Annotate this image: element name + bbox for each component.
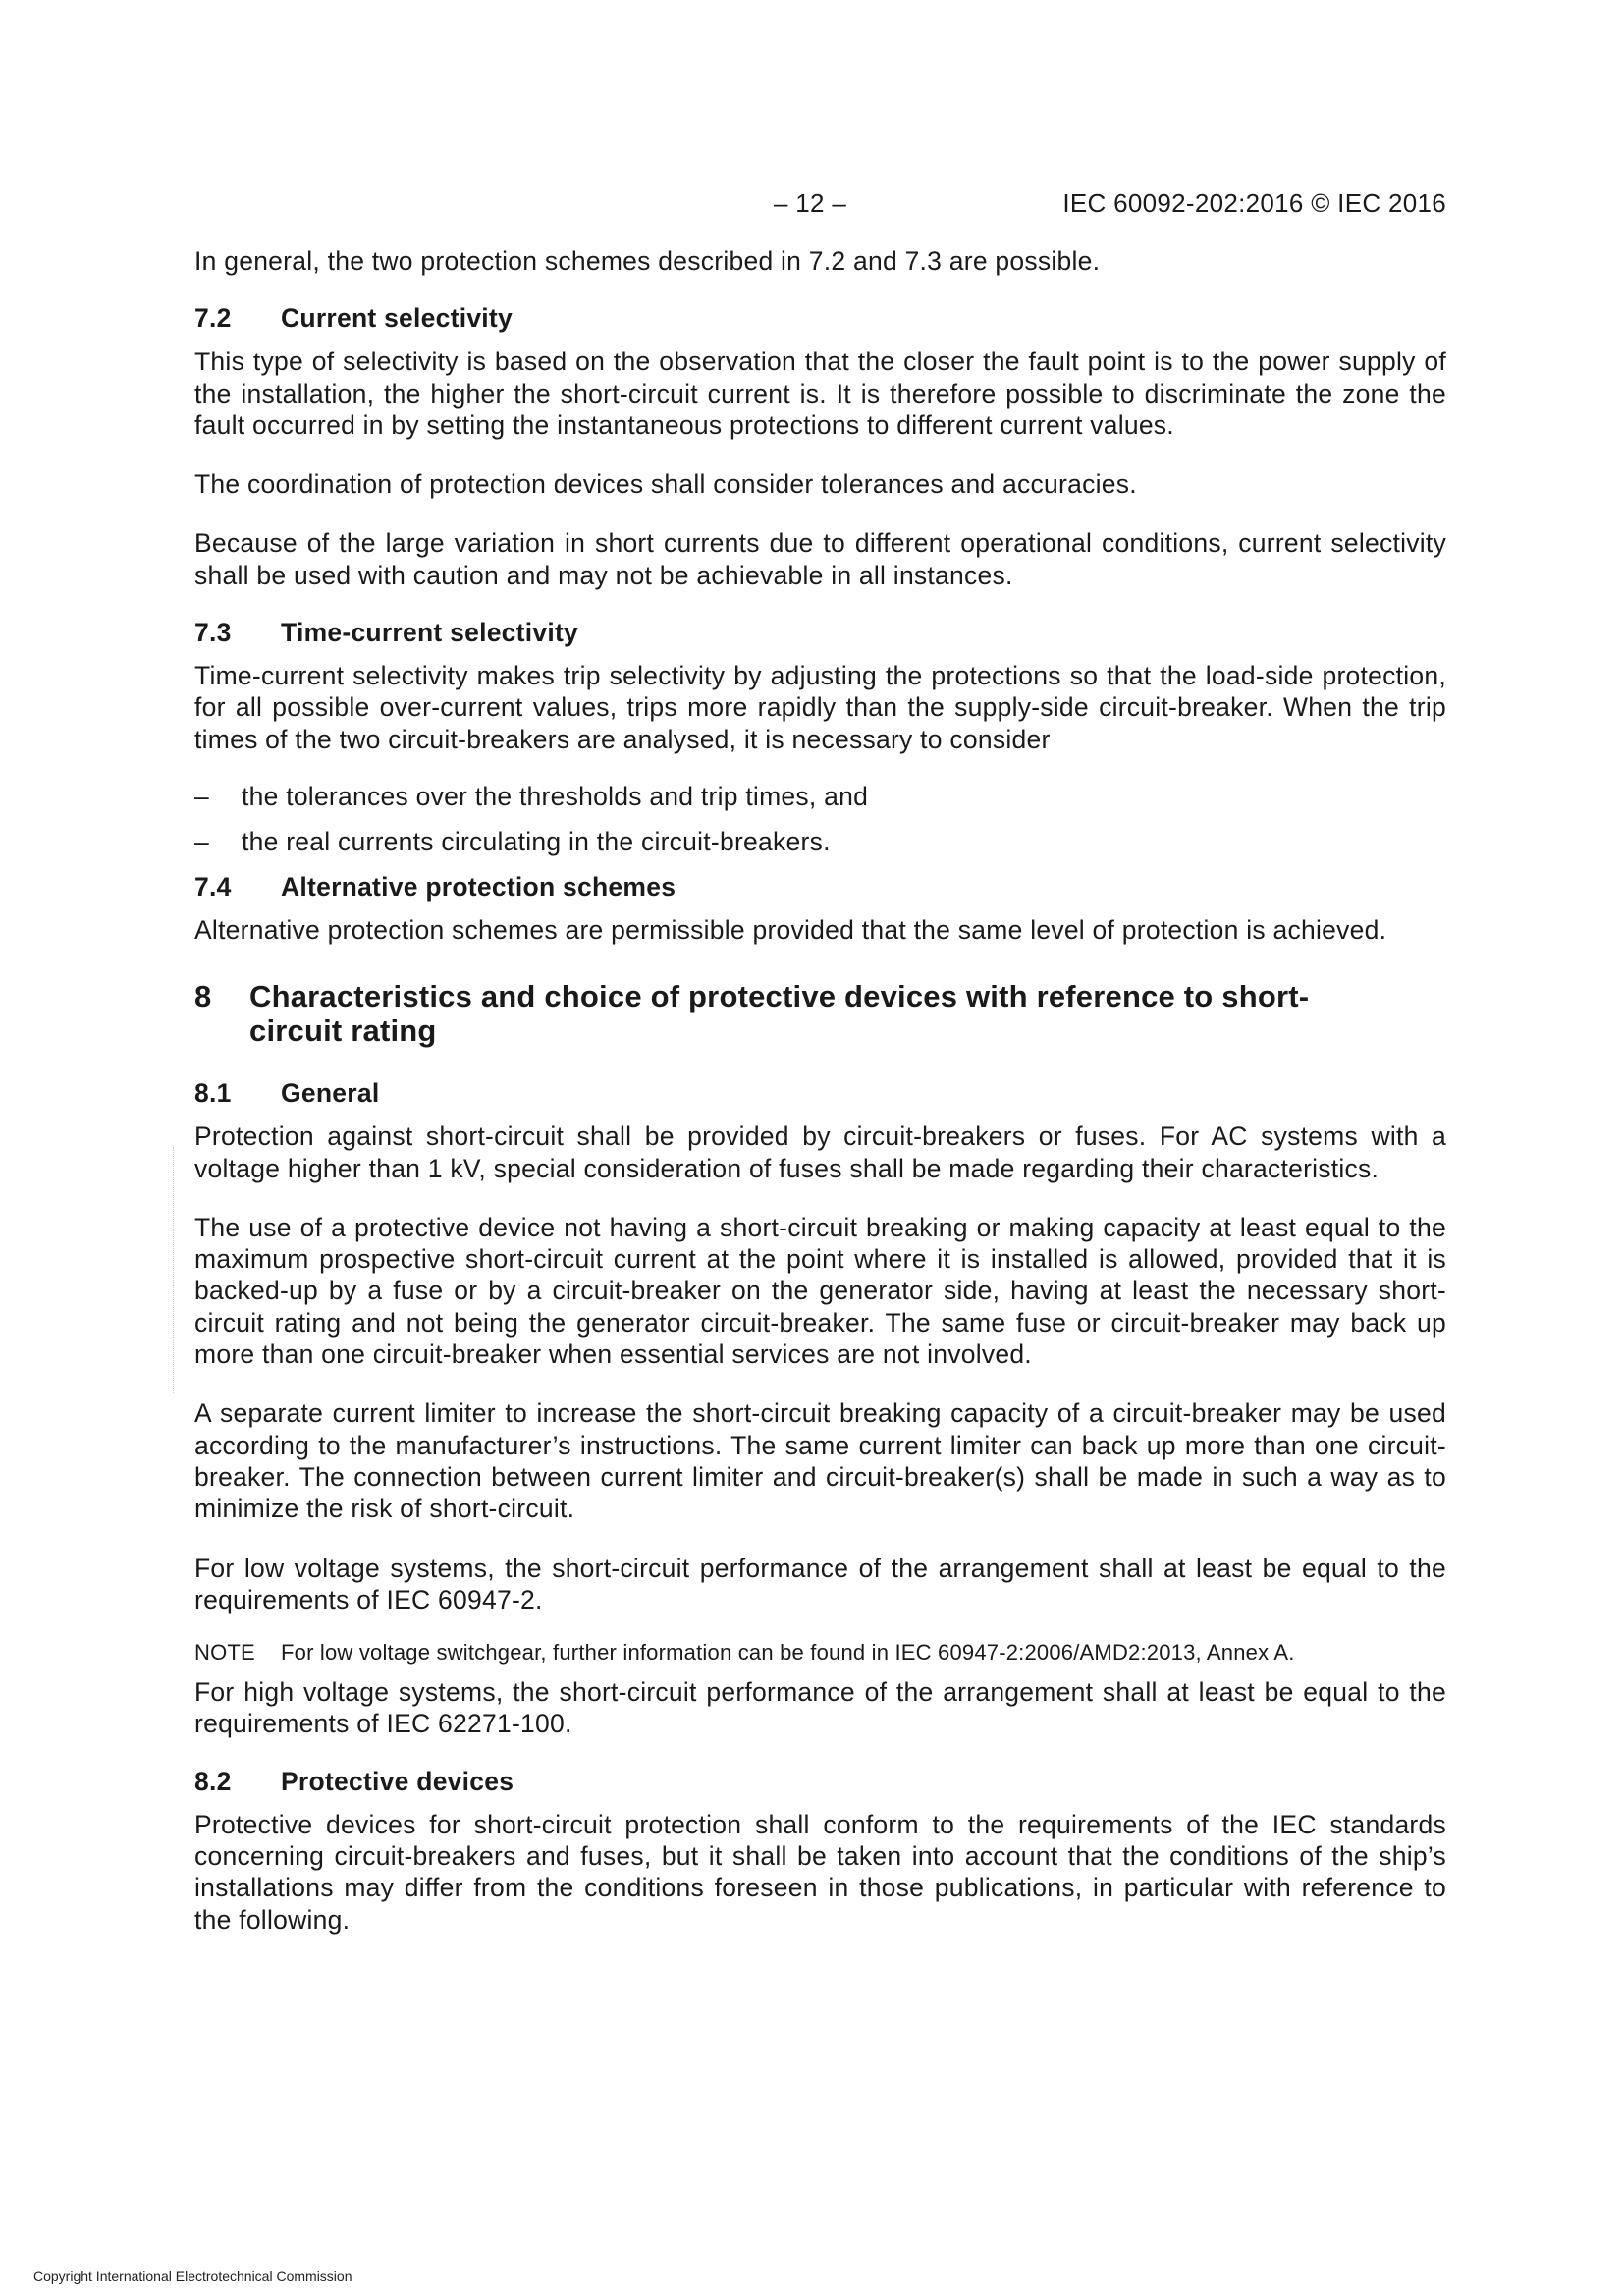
heading-8-1 [194, 1077, 1446, 1109]
list-item [194, 781, 1446, 812]
heading-8 [194, 979, 1446, 1048]
heading-number: 7.3 [194, 618, 232, 648]
list-item-text: the tolerances over the thresholds and trip times, and [242, 781, 869, 811]
paragraph: Protective devices for short-circuit protection shall conform to the requirements of the IEC standards concerning circuit-breakers and fuses, but it shall be taken into account that the conditions of the ship’s installations may differ from the conditions foreseen in those publications, in particular with reference to the following. [194, 1809, 1446, 1935]
heading-8-2 [194, 1766, 1446, 1797]
heading-7-3 [194, 617, 1446, 648]
list-item-text: the real currents circulating in the circuit-breakers. [242, 826, 831, 856]
heading-number: 7.4 [194, 871, 232, 902]
heading-7-4 [194, 871, 1446, 902]
paragraph: The use of a protective device not having a short-circuit breaking or making capacity at least equal to the maximum prospective short-circuit current at the point where it is installed is allowed, provided that it is backed-up by a fuse or by a circuit-breaker on the generator side, having at least the necessary short-circuit rating and not being the generator circuit-breaker. The same fuse or circuit-breaker may back up more than one circuit-breaker when essential services are not involved. [194, 1212, 1446, 1370]
margin-mark [173, 1147, 176, 1393]
heading-number: 8.2 [194, 1766, 232, 1796]
document-page [194, 189, 1446, 1936]
heading-title: Characteristics and choice of protective devices with reference to short-circuit rating [249, 979, 1310, 1049]
heading-number: 8 [194, 979, 212, 1014]
list-dash: – [194, 826, 209, 856]
paragraph: For high voltage systems, the short-circuit performance of the arrangement shall at least be equal to the requirements of IEC 62271-100. [194, 1677, 1446, 1739]
standard-reference: IEC 60092-202:2016 © IEC 2016 [1062, 189, 1446, 218]
paragraph: This type of selectivity is based on the observation that the closer the fault point is to the power supply of the installation, the higher the short-circuit current is. It is therefore possible to discriminate the zone the fault occurred in by setting the instantaneous protections to different current values. [194, 347, 1446, 440]
heading-title: Current selectivity [281, 303, 513, 334]
page-header [194, 189, 1446, 222]
note-label: NOTE [194, 1640, 255, 1666]
heading-title: Time-current selectivity [281, 618, 579, 648]
list-item [194, 826, 1446, 857]
paragraph: A separate current limiter to increase the short-circuit breaking capacity of a circuit-breaker may be used according to the manufacturer’s instructions. The same current limiter can back up more than one circuit-breaker. The connection between current limiter and circuit-breaker(s) shall be made in such a way as to minimize the risk of short-circuit. [194, 1398, 1446, 1524]
paragraph: Alternative protection schemes are permissible provided that the same level of protection is achieved. [194, 914, 1387, 945]
paragraph: Time-current selectivity makes trip selectivity by adjusting the protections so that the load-side protection, for all possible over-current values, trips more rapidly than the supply-side circuit-breaker. When the trip times of the two circuit-breakers are analysed, it is necessary to consider [194, 661, 1446, 754]
paragraph: Protection against short-circuit shall be provided by circuit-breakers or fuses. For AC systems with a voltage higher than 1 kV, special consideration of fuses shall be made regarding their characteristics. [194, 1121, 1446, 1183]
paragraph: For low voltage systems, the short-circuit performance of the arrangement shall at least be equal to the requirements of IEC 60947-2. [194, 1553, 1446, 1614]
heading-title: Alternative protection schemes [281, 871, 676, 902]
heading-title: General [281, 1078, 380, 1109]
heading-7-2 [194, 302, 1446, 334]
note-text: For low voltage switchgear, further information can be found in IEC 60947-2:2006/AMD2:2013, Annex A. [281, 1640, 1295, 1666]
note [194, 1639, 1446, 1667]
heading-number: 7.2 [194, 303, 232, 334]
page-number: – 12 – [774, 189, 847, 218]
copyright-footer: Copyright International Electrotechnical Commission [33, 2269, 352, 2284]
intro-paragraph: In general, the two protection schemes described in 7.2 and 7.3 are possible. [194, 246, 1101, 276]
list-dash: – [194, 781, 209, 811]
paragraph: Because of the large variation in short currents due to different operational conditions, current selectivity shall be used with caution and may not be achievable in all instances. [194, 528, 1446, 590]
paragraph: The coordination of protection devices shall consider tolerances and accuracies. [194, 469, 1137, 500]
heading-title: Protective devices [281, 1766, 514, 1796]
heading-number: 8.1 [194, 1078, 232, 1109]
